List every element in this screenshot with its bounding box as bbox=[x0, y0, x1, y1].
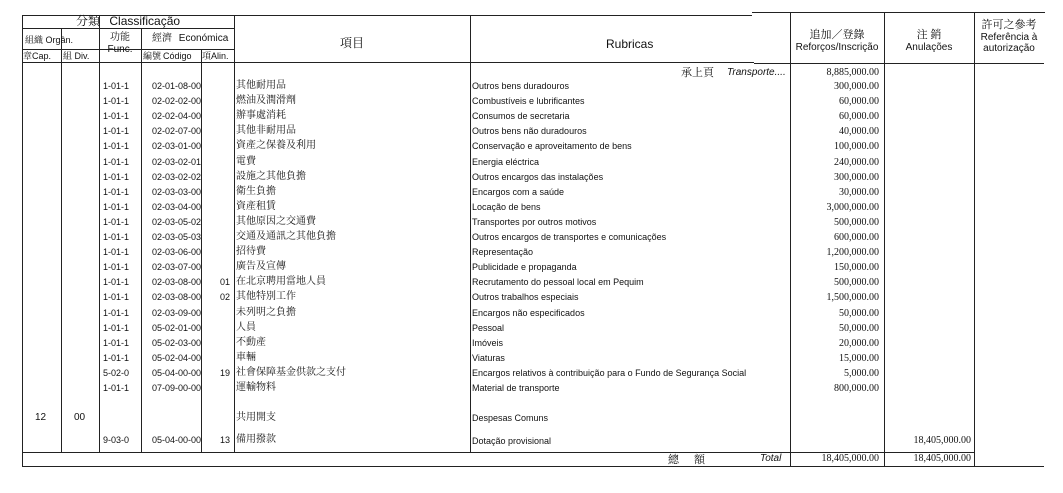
row-reforco: 1,200,000.00 bbox=[826, 247, 879, 258]
row-func: 1-01-1 bbox=[103, 217, 130, 227]
header-divider-1 bbox=[22, 28, 234, 29]
economica-pt: Económica bbox=[178, 33, 229, 44]
reforcos-header bbox=[790, 29, 884, 53]
organ-pt: Orgân. bbox=[45, 35, 74, 45]
row-pt: Encargos não especificados bbox=[472, 308, 585, 318]
total-anulacao: 18,405,000.00 bbox=[913, 453, 971, 464]
col-line-3 bbox=[141, 28, 142, 452]
codigo-zh: 編號 bbox=[143, 51, 162, 61]
top-border-right bbox=[752, 12, 1045, 13]
row-func: 1-01-1 bbox=[103, 323, 130, 333]
row-codigo: 02-03-05-03 bbox=[152, 232, 202, 242]
row-zh: 資產之保養及利用 bbox=[236, 140, 316, 151]
row-reforco: 15,000.00 bbox=[839, 353, 879, 364]
row-pt: Combustíveis e lubrificantes bbox=[472, 96, 585, 106]
referencia-header bbox=[974, 19, 1044, 55]
row-func: 1-01-1 bbox=[103, 247, 130, 257]
provisional-func: 9-03-0 bbox=[103, 435, 130, 445]
classificacao-zh: 分類 bbox=[76, 14, 101, 28]
row-zh: 其他非耐用品 bbox=[236, 125, 296, 136]
header-bottom-right bbox=[754, 63, 1044, 64]
row-func: 5-02-0 bbox=[103, 368, 130, 378]
row-codigo: 02-03-08-00 bbox=[152, 277, 202, 287]
total-pt: Total bbox=[760, 453, 782, 464]
row-reforco: 60,000.00 bbox=[839, 111, 879, 122]
organ-zh: 組織 bbox=[25, 35, 44, 45]
row-reforco: 60,000.00 bbox=[839, 96, 879, 107]
reforcos-pt: Reforços/Inscrição bbox=[795, 41, 879, 53]
classificacao-pt: Classificação bbox=[109, 14, 181, 28]
row-func: 1-01-1 bbox=[103, 262, 130, 272]
row-func: 1-01-1 bbox=[103, 308, 130, 318]
row-codigo: 02-03-06-00 bbox=[152, 247, 202, 257]
row-codigo: 02-03-02-01 bbox=[152, 157, 202, 167]
func-header bbox=[99, 32, 141, 55]
row-zh: 其他耐用品 bbox=[236, 80, 286, 91]
anulacoes-header bbox=[884, 29, 974, 53]
row-pt: Material de transporte bbox=[472, 383, 560, 393]
anulacoes-pt: Anulações bbox=[905, 41, 953, 53]
row-codigo: 02-02-02-00 bbox=[152, 96, 202, 106]
row-reforco: 300,000.00 bbox=[834, 172, 879, 183]
div-pt: Div. bbox=[74, 51, 90, 61]
row-zh: 設施之其他負擔 bbox=[236, 171, 306, 182]
col-line-2 bbox=[99, 15, 100, 452]
row-reforco: 300,000.00 bbox=[834, 81, 879, 92]
row-zh: 燃油及潤滑劑 bbox=[236, 95, 296, 106]
row-pt: Recrutamento do pessoal local em Pequim bbox=[472, 277, 644, 287]
cap-label bbox=[23, 52, 51, 61]
row-reforco: 500,000.00 bbox=[834, 277, 879, 288]
row-func: 1-01-1 bbox=[103, 81, 130, 91]
row-pt: Imóveis bbox=[472, 338, 504, 348]
row-func: 1-01-1 bbox=[103, 96, 130, 106]
col-line-5 bbox=[234, 15, 235, 452]
row-func: 1-01-1 bbox=[103, 141, 130, 151]
provisional-codigo: 05-04-00-00 bbox=[152, 435, 202, 445]
func-zh: 功能 bbox=[110, 32, 130, 43]
row-codigo: 02-02-07-00 bbox=[152, 126, 202, 136]
row-func: 1-01-1 bbox=[103, 353, 130, 363]
transport-pt: Transporte.... bbox=[727, 67, 786, 78]
bottom-border bbox=[22, 466, 1044, 467]
provisional-alin: 13 bbox=[219, 435, 230, 445]
func-pt: Func. bbox=[107, 43, 133, 55]
row-zh: 社會保障基金供款之支付 bbox=[236, 367, 346, 378]
classificacao-label bbox=[76, 15, 180, 27]
row-codigo: 02-03-07-00 bbox=[152, 262, 202, 272]
row-func: 1-01-1 bbox=[103, 202, 130, 212]
alin-zh: 項 bbox=[202, 51, 212, 61]
section-pt: Despesas Comuns bbox=[472, 413, 549, 423]
row-zh: 在北京聘用當地人員 bbox=[236, 276, 326, 287]
col-line-6 bbox=[470, 15, 471, 452]
total-reforco: 18,405,000.00 bbox=[821, 453, 879, 464]
row-codigo: 02-03-08-00 bbox=[152, 292, 202, 302]
rubricas-header: Rubricas bbox=[606, 37, 654, 51]
economica-label bbox=[152, 34, 228, 44]
item-header: 項目 bbox=[340, 36, 365, 50]
row-reforco: 240,000.00 bbox=[834, 157, 879, 168]
referencia-pt2: autorização bbox=[983, 43, 1035, 55]
cap-pt: Cap. bbox=[32, 51, 52, 61]
row-func: 1-01-1 bbox=[103, 111, 130, 121]
row-pt: Outros encargos de transportes e comunicações bbox=[472, 232, 667, 242]
row-zh: 未列明之負擔 bbox=[236, 307, 296, 318]
row-pt: Viaturas bbox=[472, 353, 505, 363]
transport-reforco: 8,885,000.00 bbox=[826, 67, 879, 78]
footer-top bbox=[22, 452, 752, 453]
row-codigo: 02-03-09-00 bbox=[152, 308, 202, 318]
col-line-1 bbox=[61, 28, 62, 452]
row-alin: 19 bbox=[219, 368, 230, 378]
row-func: 1-01-1 bbox=[103, 157, 130, 167]
row-reforco: 800,000.00 bbox=[834, 383, 879, 394]
row-func: 1-01-1 bbox=[103, 277, 130, 287]
row-codigo: 02-02-04-00 bbox=[152, 111, 202, 121]
row-reforco: 5,000.00 bbox=[844, 368, 879, 379]
row-codigo: 02-03-05-02 bbox=[152, 217, 202, 227]
row-pt: Encargos relativos à contribuição para o Fundo de Segurança Social bbox=[472, 368, 747, 378]
row-zh: 運輸物料 bbox=[236, 382, 276, 393]
row-codigo: 02-03-04-00 bbox=[152, 202, 202, 212]
row-pt: Outros trabalhos especiais bbox=[472, 292, 579, 302]
row-reforco: 150,000.00 bbox=[834, 262, 879, 273]
row-pt: Transportes por outros motivos bbox=[472, 217, 597, 227]
row-reforco: 20,000.00 bbox=[839, 338, 879, 349]
header-bottom bbox=[22, 62, 754, 63]
row-reforco: 100,000.00 bbox=[834, 141, 879, 152]
organ-label bbox=[25, 36, 73, 45]
row-func: 1-01-1 bbox=[103, 383, 130, 393]
row-alin: 01 bbox=[219, 277, 230, 287]
row-pt: Conservação e aproveitamento de bens bbox=[472, 141, 632, 151]
col-line-0 bbox=[22, 15, 23, 466]
row-reforco: 3,000,000.00 bbox=[826, 202, 879, 213]
transport-zh: 承上頁 bbox=[681, 67, 714, 79]
reforcos-zh: 追加／登錄 bbox=[809, 29, 865, 41]
row-codigo: 02-03-01-00 bbox=[152, 141, 202, 151]
codigo-label bbox=[143, 52, 192, 61]
row-zh: 招待費 bbox=[236, 246, 266, 257]
row-func: 1-01-1 bbox=[103, 172, 130, 182]
provisional-anulacao: 18,405,000.00 bbox=[913, 435, 971, 446]
row-pt: Outros bens não duradouros bbox=[472, 126, 587, 136]
row-pt: Locação de bens bbox=[472, 202, 541, 212]
row-reforco: 40,000.00 bbox=[839, 126, 879, 137]
col-line-8 bbox=[884, 12, 885, 466]
row-reforco: 500,000.00 bbox=[834, 217, 879, 228]
referencia-zh: 許可之參考 bbox=[981, 19, 1037, 31]
div-label bbox=[63, 52, 89, 61]
alin-label bbox=[202, 52, 229, 61]
row-pt: Consumos de secretaria bbox=[472, 111, 570, 121]
row-zh: 辦事處消耗 bbox=[236, 110, 286, 121]
row-codigo: 05-02-03-00 bbox=[152, 338, 202, 348]
provisional-zh: 備用撥款 bbox=[236, 434, 276, 445]
cap-zh: 章 bbox=[23, 51, 33, 61]
alin-pt: Alin. bbox=[211, 51, 229, 61]
row-zh: 衛生負擔 bbox=[236, 186, 276, 197]
row-codigo: 07-09-00-00 bbox=[152, 383, 202, 393]
row-reforco: 30,000.00 bbox=[839, 187, 879, 198]
row-zh: 其他特別工作 bbox=[236, 291, 296, 302]
div-zh: 組 bbox=[63, 51, 73, 61]
section-cap: 12 bbox=[35, 412, 47, 423]
economica-zh: 經濟 bbox=[152, 33, 172, 44]
referencia-pt1: Referência à bbox=[980, 31, 1038, 43]
section-zh: 共用開支 bbox=[236, 412, 276, 423]
row-reforco: 50,000.00 bbox=[839, 323, 879, 334]
row-codigo: 02-03-02-02 bbox=[152, 172, 202, 182]
row-zh: 人員 bbox=[236, 322, 256, 333]
row-func: 1-01-1 bbox=[103, 187, 130, 197]
row-func: 1-01-1 bbox=[103, 232, 130, 242]
col-line-4 bbox=[201, 49, 202, 452]
row-func: 1-01-1 bbox=[103, 292, 130, 302]
row-codigo: 05-04-00-00 bbox=[152, 368, 202, 378]
row-codigo: 02-01-08-00 bbox=[152, 81, 202, 91]
row-zh: 車輛 bbox=[236, 352, 256, 363]
row-zh: 廣告及宣傳 bbox=[236, 261, 286, 272]
total-zh: 總 額 bbox=[668, 454, 707, 466]
row-reforco: 1,500,000.00 bbox=[826, 292, 879, 303]
row-codigo: 05-02-04-00 bbox=[152, 353, 202, 363]
row-codigo: 05-02-01-00 bbox=[152, 323, 202, 333]
row-zh: 資產租賃 bbox=[236, 201, 276, 212]
col-line-9 bbox=[974, 12, 975, 466]
anulacoes-zh: 注 銷 bbox=[916, 29, 942, 41]
section-div: 00 bbox=[74, 412, 86, 423]
row-zh: 不動產 bbox=[236, 337, 266, 348]
row-func: 1-01-1 bbox=[103, 338, 130, 348]
row-reforco: 600,000.00 bbox=[834, 232, 879, 243]
codigo-pt: Código bbox=[163, 51, 192, 61]
row-codigo: 02-03-03-00 bbox=[152, 187, 202, 197]
row-pt: Publicidade e propaganda bbox=[472, 262, 577, 272]
row-pt: Outros bens duradouros bbox=[472, 81, 570, 91]
row-alin: 02 bbox=[219, 292, 230, 302]
row-pt: Encargos com a saúde bbox=[472, 187, 565, 197]
row-zh: 交通及通訊之其他負擔 bbox=[236, 231, 336, 242]
row-zh: 電費 bbox=[236, 156, 256, 167]
provisional-pt: Dotação provisional bbox=[472, 436, 552, 446]
row-pt: Energia eléctrica bbox=[472, 157, 540, 167]
row-func: 1-01-1 bbox=[103, 126, 130, 136]
row-zh: 其他原因之交通費 bbox=[236, 216, 316, 227]
row-reforco: 50,000.00 bbox=[839, 308, 879, 319]
row-pt: Representação bbox=[472, 247, 534, 257]
row-pt: Outros encargos das instalações bbox=[472, 172, 604, 182]
row-pt: Pessoal bbox=[472, 323, 505, 333]
